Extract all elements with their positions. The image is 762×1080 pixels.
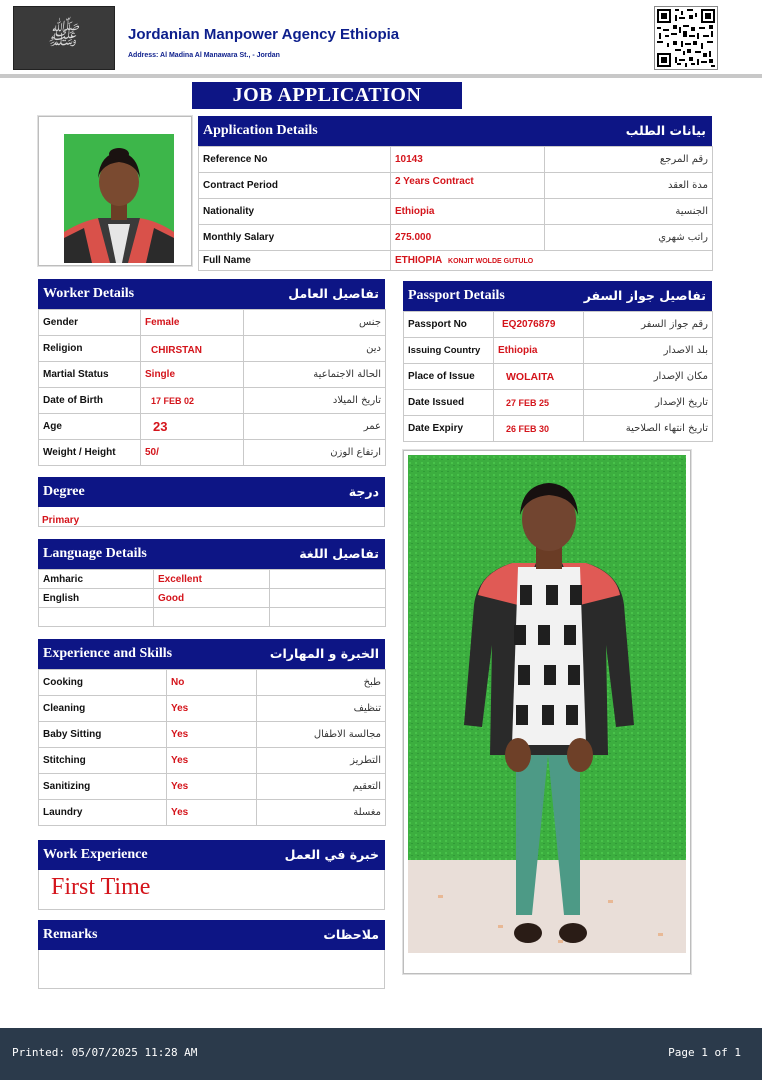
skill-label: Cleaning: [39, 696, 167, 722]
logo-calligraphy: ﷺ: [46, 21, 83, 51]
field-label: Passport No: [404, 312, 494, 338]
table-row: [199, 147, 713, 173]
remarks-box: [38, 950, 385, 989]
table-row: [39, 748, 386, 774]
table-row: [39, 570, 386, 589]
passport-photo-frame: [38, 116, 192, 266]
field-value: 275.000: [391, 225, 545, 251]
skill-label-ar: تنظيف: [257, 696, 386, 722]
field-label: Martial Status: [39, 362, 141, 388]
full-name-cell: [391, 251, 713, 271]
field-label: Religion: [39, 336, 141, 362]
table-row: [39, 670, 386, 696]
table-row: [39, 589, 386, 608]
remarks-section: [38, 920, 385, 989]
application-details-title: Application Details: [203, 123, 318, 138]
field-label-ar: الجنسية: [545, 199, 713, 225]
field-value: EQ2076879: [494, 312, 584, 338]
table-row: [404, 390, 713, 416]
work-experience-title: Work Experience: [43, 847, 148, 862]
field-label: Monthly Salary: [199, 225, 391, 251]
work-experience-section: [38, 840, 385, 910]
remarks-title-ar: ملاحظات: [323, 927, 379, 942]
skill-label: Stitching: [39, 748, 167, 774]
skill-label: Cooking: [39, 670, 167, 696]
remarks-header: [38, 920, 385, 950]
worker-details-section: [38, 279, 385, 466]
table-row: [39, 336, 386, 362]
passport-details-title: Passport Details: [408, 288, 505, 303]
language-name: Amharic: [39, 570, 154, 589]
field-label-ar: ارتفاع الوزن: [244, 440, 386, 466]
remarks-title: Remarks: [43, 927, 98, 942]
degree-value: Primary: [42, 515, 80, 526]
work-experience-value: First Time: [51, 874, 151, 900]
field-value: 17 FEB 02: [141, 388, 244, 414]
full-name-value: KONJIT WOLDE GUTULO: [448, 258, 534, 265]
field-label-ar: عمر: [244, 414, 386, 440]
skill-label-ar: مجالسة الاطفال: [257, 722, 386, 748]
field-label: Reference No: [199, 147, 391, 173]
field-value: 50/: [141, 440, 244, 466]
application-details-header: [198, 116, 712, 146]
degree-header: [38, 477, 385, 507]
language-level: Excellent: [154, 570, 270, 589]
field-label: Nationality: [199, 199, 391, 225]
table-row: [199, 199, 713, 225]
company-logo: [13, 6, 115, 70]
table-row: [39, 310, 386, 336]
passport-details-header: [403, 281, 712, 311]
field-label-ar: بلد الاصدار: [584, 338, 713, 364]
work-experience-title-ar: خبرة في العمل: [284, 847, 379, 862]
language-section: [38, 539, 385, 627]
table-row: [404, 364, 713, 390]
full-body-photo-frame: [403, 450, 691, 974]
skill-label: Sanitizing: [39, 774, 167, 800]
field-value: Ethiopia: [391, 199, 545, 225]
worker-details-table: [38, 309, 386, 466]
table-row: [39, 608, 386, 627]
table-row: [404, 416, 713, 442]
table-row: [39, 696, 386, 722]
field-label: Date Expiry: [404, 416, 494, 442]
field-value: 2 Years Contract: [391, 173, 545, 199]
field-value: Single: [141, 362, 244, 388]
table-row: [39, 774, 386, 800]
table-row: [39, 440, 386, 466]
worker-details-title: Worker Details: [43, 286, 135, 301]
application-details-title-ar: بيانات الطلب: [625, 123, 706, 138]
company-address: Address: Al Madina Al Manawara St., - Jordan: [128, 52, 280, 59]
table-row: [39, 414, 386, 440]
skill-value: Yes: [167, 722, 257, 748]
empty-cell: [270, 608, 386, 627]
passport-photo: [64, 134, 174, 263]
skills-header: [38, 639, 385, 669]
skills-title: Experience and Skills: [43, 646, 173, 661]
table-row: [199, 173, 713, 199]
empty-cell: [39, 608, 154, 627]
table-row: [404, 312, 713, 338]
field-value: 27 FEB 25: [494, 390, 584, 416]
empty-cell: [154, 608, 270, 627]
field-label-ar: جنس: [244, 310, 386, 336]
table-row: [39, 800, 386, 826]
worker-details-title-ar: تفاصيل العامل: [288, 286, 379, 301]
full-name-label: Full Name: [199, 251, 391, 271]
degree-box: [38, 507, 385, 527]
field-value: CHIRSTAN: [141, 336, 244, 362]
header-divider: [0, 74, 762, 78]
page-title: JOB APPLICATION: [192, 82, 462, 109]
passport-details-title-ar: تفاصيل جواز السفر: [583, 288, 706, 303]
field-label-ar: تاريخ الميلاد: [244, 388, 386, 414]
skill-value: Yes: [167, 696, 257, 722]
page-header: [0, 0, 762, 76]
skill-value: Yes: [167, 774, 257, 800]
field-value: 23: [141, 414, 244, 440]
language-header: [38, 539, 385, 569]
language-table: [38, 569, 386, 627]
skill-label-ar: التطريز: [257, 748, 386, 774]
printed-timestamp: Printed: 05/07/2025 11:28 AM: [12, 1046, 198, 1059]
print-footer: [0, 1028, 762, 1080]
skill-label-ar: التعقيم: [257, 774, 386, 800]
language-name: English: [39, 589, 154, 608]
application-details-table: [198, 146, 713, 271]
page-indicator: Page 1 of 1: [668, 1046, 741, 1059]
empty-cell: [270, 570, 386, 589]
passport-details-table: [403, 311, 713, 442]
field-label: Issuing Country: [404, 338, 494, 364]
field-label: Date Issued: [404, 390, 494, 416]
skill-value: No: [167, 670, 257, 696]
field-label-ar: رقم المرجع: [545, 147, 713, 173]
degree-section: [38, 477, 385, 527]
field-label: Age: [39, 414, 141, 440]
skill-label-ar: مغسلة: [257, 800, 386, 826]
language-title: Language Details: [43, 546, 147, 561]
field-label-ar: مدة العقد: [545, 173, 713, 199]
field-label: Place of Issue: [404, 364, 494, 390]
field-label-ar: راتب شهري: [545, 225, 713, 251]
skill-label: Baby Sitting: [39, 722, 167, 748]
field-value: Female: [141, 310, 244, 336]
field-label: Weight / Height: [39, 440, 141, 466]
table-row: [39, 362, 386, 388]
table-row: [199, 251, 713, 271]
skill-label: Laundry: [39, 800, 167, 826]
passport-details-section: [403, 281, 712, 442]
field-value: 10143: [391, 147, 545, 173]
field-label: Contract Period: [199, 173, 391, 199]
field-value: WOLAITA: [494, 364, 584, 390]
degree-title: Degree: [43, 484, 85, 499]
table-row: [39, 722, 386, 748]
field-label-ar: الحالة الاجتماعية: [244, 362, 386, 388]
field-label: Gender: [39, 310, 141, 336]
field-value: Ethiopia: [494, 338, 584, 364]
table-row: [199, 225, 713, 251]
full-body-photo: [408, 455, 686, 953]
field-label-ar: دين: [244, 336, 386, 362]
work-experience-box: [38, 870, 385, 910]
application-details-section: [198, 116, 712, 271]
skills-table: [38, 669, 386, 826]
field-label-ar: مكان الإصدار: [584, 364, 713, 390]
table-row: [404, 338, 713, 364]
company-name: Jordanian Manpower Agency Ethiopia: [128, 26, 400, 43]
field-label-ar: تاريخ انتهاء الصلاحية: [584, 416, 713, 442]
full-name-country: ETHIOPIA: [395, 255, 443, 266]
field-label: Date of Birth: [39, 388, 141, 414]
language-level: Good: [154, 589, 270, 608]
skill-label-ar: طبخ: [257, 670, 386, 696]
field-value: 26 FEB 30: [494, 416, 584, 442]
worker-details-header: [38, 279, 385, 309]
table-row: [39, 388, 386, 414]
language-title-ar: تفاصيل اللغة: [299, 546, 379, 561]
skills-title-ar: الخبرة و المهارات: [269, 646, 379, 661]
empty-cell: [270, 589, 386, 608]
degree-title-ar: درجة: [348, 484, 379, 499]
field-label-ar: تاريخ الإصدار: [584, 390, 713, 416]
skill-value: Yes: [167, 748, 257, 774]
field-label-ar: رقم جواز السفر: [584, 312, 713, 338]
skill-value: Yes: [167, 800, 257, 826]
skills-section: [38, 639, 385, 826]
work-experience-header: [38, 840, 385, 870]
qr-code: [654, 6, 718, 70]
